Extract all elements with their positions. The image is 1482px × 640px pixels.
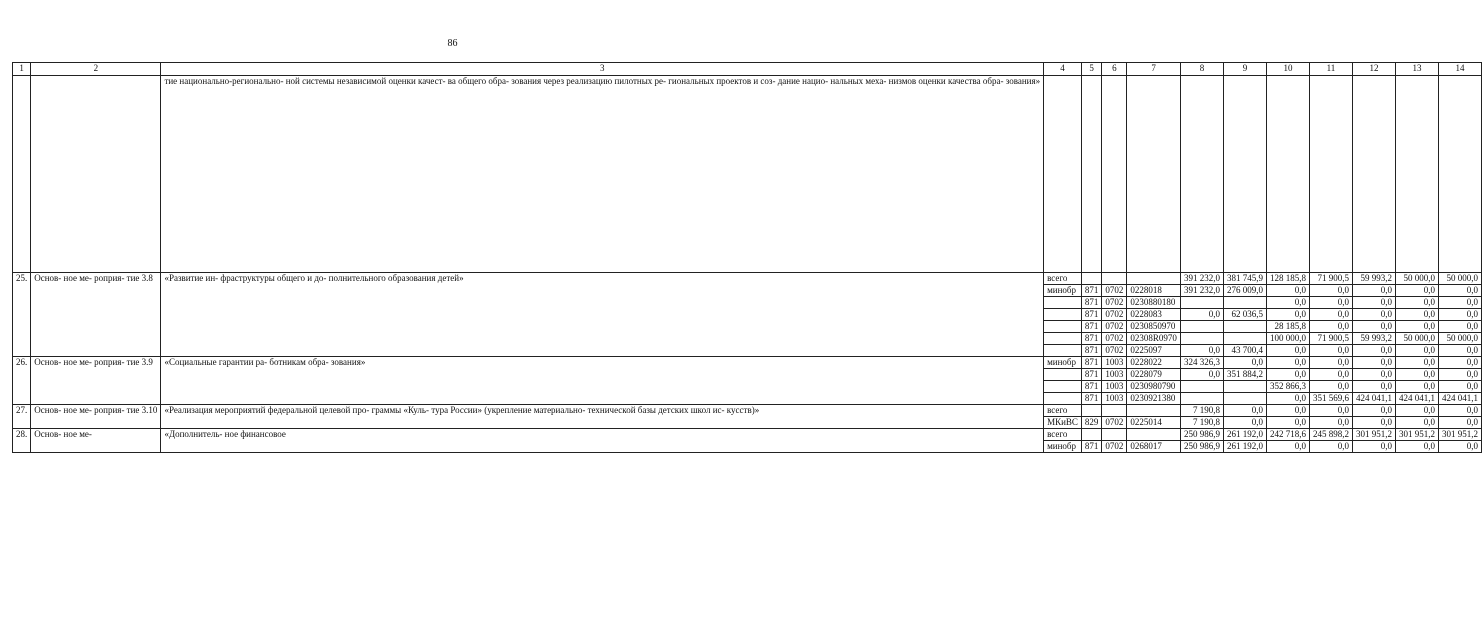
cell-c11: 71 900,5	[1309, 333, 1352, 345]
cell-c14: 0,0	[1438, 321, 1481, 333]
cell-c9: 62 036,5	[1223, 309, 1266, 321]
cell-c6: 1003	[1102, 393, 1127, 405]
cell-c6: 1003	[1102, 369, 1127, 381]
continuation-row	[13, 76, 1482, 273]
cell-c9	[1223, 393, 1266, 405]
cell-c7: 0268017	[1127, 441, 1181, 453]
cell-c10: 128 185,8	[1266, 273, 1309, 285]
cell-c14: 50 000,0	[1438, 273, 1481, 285]
cell-c12: 0,0	[1352, 285, 1395, 297]
cell-c7: 0230980790	[1127, 381, 1181, 393]
cell-c8: 0,0	[1180, 345, 1223, 357]
cell-c10: 0,0	[1266, 393, 1309, 405]
cell-c6	[1102, 273, 1127, 285]
cell-c5: 871	[1081, 309, 1102, 321]
cell-c10: 0,0	[1266, 417, 1309, 429]
cell-c8: 324 326,3	[1180, 357, 1223, 369]
cell-c7: 02308R0970	[1127, 333, 1181, 345]
cell-c12: 0,0	[1352, 345, 1395, 357]
cell-c13: 301 951,2	[1395, 429, 1438, 441]
continued-description: тие национально-регионально- ной системы независимой оценки качест- ва общего обра- зования через реализацию пилотных ре- гиональных проектов и соз- дание нацио- нальных меха- низмов оценки качества обра- зования»	[161, 76, 1044, 273]
cell-c12: 424 041,1	[1352, 393, 1395, 405]
cell-c5: 871	[1081, 381, 1102, 393]
executor	[1044, 345, 1082, 357]
cell-c9	[1223, 297, 1266, 309]
cell-c14: 301 951,2	[1438, 429, 1481, 441]
cell-col-10	[1266, 76, 1309, 273]
cell-c11: 0,0	[1309, 357, 1352, 369]
cell-c12: 301 951,2	[1352, 429, 1395, 441]
cell-c6: 0702	[1102, 321, 1127, 333]
cell-c5: 829	[1081, 417, 1102, 429]
executor	[1044, 309, 1082, 321]
cell-c5	[1081, 273, 1102, 285]
cell-c14: 50 000,0	[1438, 333, 1481, 345]
cell-c10: 0,0	[1266, 309, 1309, 321]
cell-c13: 0,0	[1395, 309, 1438, 321]
table-row	[13, 357, 1482, 369]
column-number-header: 1	[13, 63, 31, 76]
cell-c11: 351 569,6	[1309, 393, 1352, 405]
executor	[1044, 297, 1082, 309]
cell-c5: 871	[1081, 345, 1102, 357]
cell-c14: 0,0	[1438, 297, 1481, 309]
cell-c9	[1223, 381, 1266, 393]
cell-c12: 0,0	[1352, 321, 1395, 333]
cell-c8: 250 986,9	[1180, 441, 1223, 453]
cell-c5: 871	[1081, 393, 1102, 405]
cell-c7: 0228083	[1127, 309, 1181, 321]
cell-c11: 0,0	[1309, 297, 1352, 309]
column-number-header: 14	[1438, 63, 1481, 76]
column-number-header: 5	[1081, 63, 1102, 76]
cell-c14: 0,0	[1438, 381, 1481, 393]
column-number-header: 4	[1044, 63, 1082, 76]
cell-col-11	[1309, 76, 1352, 273]
cell-c9: 0,0	[1223, 405, 1266, 417]
executor: минобр	[1044, 285, 1082, 297]
cell-c5: 871	[1081, 285, 1102, 297]
cell-c10: 0,0	[1266, 357, 1309, 369]
cell-c7: 0228079	[1127, 369, 1181, 381]
executor	[1044, 333, 1082, 345]
cell-c11: 0,0	[1309, 369, 1352, 381]
cell-c8	[1180, 321, 1223, 333]
cell-c11: 0,0	[1309, 441, 1352, 453]
cell-c10: 0,0	[1266, 297, 1309, 309]
table-body	[13, 76, 1482, 453]
cell-c6: 0702	[1102, 333, 1127, 345]
cell-c13: 50 000,0	[1395, 273, 1438, 285]
cell-c9: 381 745,9	[1223, 273, 1266, 285]
table-row	[13, 273, 1482, 285]
activity-name: «Реализация мероприятий федеральной целевой про- граммы «Куль- тура России» (укрепление материально- технической базы детских школ ис- кусств)»	[161, 405, 1044, 429]
cell-c8	[1180, 333, 1223, 345]
cell-col-14	[1438, 76, 1481, 273]
cell-c5: 871	[1081, 321, 1102, 333]
column-number-header: 6	[1102, 63, 1127, 76]
cell-c13: 0,0	[1395, 417, 1438, 429]
cell-c6	[1102, 405, 1127, 417]
cell-c10: 242 718,6	[1266, 429, 1309, 441]
row-number: 27.	[13, 405, 31, 429]
cell-c14: 0,0	[1438, 405, 1481, 417]
activity-type: Основ- ное ме- роприя- тие 3.8	[31, 273, 161, 357]
cell-c7	[1127, 405, 1181, 417]
cell-c9: 43 700,4	[1223, 345, 1266, 357]
cell-c8: 0,0	[1180, 309, 1223, 321]
cell-c11: 0,0	[1309, 405, 1352, 417]
cell-c8: 7 190,8	[1180, 405, 1223, 417]
cell-col-8	[1180, 76, 1223, 273]
column-number-header: 13	[1395, 63, 1438, 76]
cell-c8: 7 190,8	[1180, 417, 1223, 429]
cell-c7	[1127, 429, 1181, 441]
cell-col-6	[1102, 76, 1127, 273]
executor	[1044, 381, 1082, 393]
row-number: 26.	[13, 357, 31, 405]
executor: всего	[1044, 429, 1082, 441]
cell-c10: 0,0	[1266, 405, 1309, 417]
activity-name: «Развитие ин- фраструктуры общего и до- полнительного образования детей»	[161, 273, 1044, 357]
row-number: 28.	[13, 429, 31, 453]
cell-c12: 59 993,2	[1352, 273, 1395, 285]
cell-c12: 0,0	[1352, 297, 1395, 309]
cell-c6: 1003	[1102, 357, 1127, 369]
cell-c7: 0230880180	[1127, 297, 1181, 309]
cell-c11: 0,0	[1309, 285, 1352, 297]
cell-c5	[1081, 405, 1102, 417]
cell-c5	[1081, 429, 1102, 441]
activity-type: Основ- ное ме-	[31, 429, 161, 453]
cell-c11: 0,0	[1309, 321, 1352, 333]
executor: МКиВС	[1044, 417, 1082, 429]
cell-c6: 0702	[1102, 345, 1127, 357]
cell-c8	[1180, 393, 1223, 405]
cell-c12: 0,0	[1352, 381, 1395, 393]
column-number-header: 2	[31, 63, 161, 76]
activity-name: «Дополнитель- ное финансовое	[161, 429, 1044, 453]
cell-c13: 0,0	[1395, 357, 1438, 369]
cell-c11: 0,0	[1309, 345, 1352, 357]
cell-c8: 250 986,9	[1180, 429, 1223, 441]
cell-c6: 0702	[1102, 441, 1127, 453]
cell-c5: 871	[1081, 297, 1102, 309]
cell-c6: 0702	[1102, 297, 1127, 309]
cell-c6	[1102, 429, 1127, 441]
cell-c14: 0,0	[1438, 357, 1481, 369]
cell-c6: 0702	[1102, 285, 1127, 297]
cell-c10: 28 185,8	[1266, 321, 1309, 333]
cell-c8: 391 232,0	[1180, 273, 1223, 285]
cell-c14: 424 041,1	[1438, 393, 1481, 405]
cell-c5: 871	[1081, 333, 1102, 345]
cell-c11: 245 898,2	[1309, 429, 1352, 441]
cell-c13: 0,0	[1395, 369, 1438, 381]
cell-c12: 0,0	[1352, 357, 1395, 369]
column-number-header: 8	[1180, 63, 1223, 76]
cell-c9: 0,0	[1223, 357, 1266, 369]
column-number-header: 9	[1223, 63, 1266, 76]
cell-c9: 261 192,0	[1223, 429, 1266, 441]
cell-col-12	[1352, 76, 1395, 273]
cell-c7	[1127, 273, 1181, 285]
executor: всего	[1044, 273, 1082, 285]
executor: минобр	[1044, 441, 1082, 453]
cell-c8	[1180, 381, 1223, 393]
cell-col-1	[13, 76, 31, 273]
cell-c9: 351 884,2	[1223, 369, 1266, 381]
column-number-header: 3	[161, 63, 1044, 76]
cell-col-5	[1081, 76, 1102, 273]
cell-c6: 0702	[1102, 309, 1127, 321]
cell-c13: 0,0	[1395, 297, 1438, 309]
cell-c14: 0,0	[1438, 345, 1481, 357]
cell-c10: 0,0	[1266, 285, 1309, 297]
column-number-header: 12	[1352, 63, 1395, 76]
cell-c10: 0,0	[1266, 345, 1309, 357]
cell-c9	[1223, 333, 1266, 345]
cell-col-13	[1395, 76, 1438, 273]
cell-c12: 0,0	[1352, 309, 1395, 321]
cell-c11: 0,0	[1309, 417, 1352, 429]
cell-c7: 0225097	[1127, 345, 1181, 357]
cell-c13: 0,0	[1395, 441, 1438, 453]
cell-c8: 0,0	[1180, 369, 1223, 381]
cell-c11: 71 900,5	[1309, 273, 1352, 285]
activity-type: Основ- ное ме- роприя- тие 3.9	[31, 357, 161, 405]
cell-c6: 0702	[1102, 417, 1127, 429]
column-number-header: 10	[1266, 63, 1309, 76]
cell-c13: 424 041,1	[1395, 393, 1438, 405]
cell-c8: 391 232,0	[1180, 285, 1223, 297]
cell-c9: 0,0	[1223, 417, 1266, 429]
column-numbers-header	[13, 63, 1482, 76]
executor: всего	[1044, 405, 1082, 417]
cell-c13: 0,0	[1395, 405, 1438, 417]
cell-c14: 0,0	[1438, 369, 1481, 381]
cell-c10: 100 000,0	[1266, 333, 1309, 345]
cell-c9: 276 009,0	[1223, 285, 1266, 297]
cell-col-4	[1044, 76, 1082, 273]
executor	[1044, 393, 1082, 405]
cell-c14: 0,0	[1438, 417, 1481, 429]
cell-c13: 0,0	[1395, 285, 1438, 297]
cell-c5: 871	[1081, 441, 1102, 453]
activity-type: Основ- ное ме- роприя- тие 3.10	[31, 405, 161, 429]
cell-c7: 0230850970	[1127, 321, 1181, 333]
cell-c5: 871	[1081, 357, 1102, 369]
activity-name: «Социальные гарантии ра- ботникам обра- зования»	[161, 357, 1044, 405]
row-number: 25.	[13, 273, 31, 357]
page-number: 86	[447, 38, 458, 49]
cell-c7: 0228018	[1127, 285, 1181, 297]
cell-c9	[1223, 321, 1266, 333]
cell-c13: 0,0	[1395, 321, 1438, 333]
cell-c9: 261 192,0	[1223, 441, 1266, 453]
table-row	[13, 405, 1482, 417]
header-row	[13, 63, 1482, 76]
cell-c7: 0225014	[1127, 417, 1181, 429]
cell-c10: 0,0	[1266, 369, 1309, 381]
cell-c12: 59 993,2	[1352, 333, 1395, 345]
cell-col-7	[1127, 76, 1181, 273]
executor	[1044, 369, 1082, 381]
cell-col-9	[1223, 76, 1266, 273]
cell-c10: 352 866,3	[1266, 381, 1309, 393]
cell-c8	[1180, 297, 1223, 309]
cell-c11: 0,0	[1309, 381, 1352, 393]
cell-c12: 0,0	[1352, 405, 1395, 417]
budget-table	[12, 62, 1482, 453]
cell-c6: 1003	[1102, 381, 1127, 393]
cell-c13: 0,0	[1395, 381, 1438, 393]
cell-c12: 0,0	[1352, 417, 1395, 429]
column-number-header: 11	[1309, 63, 1352, 76]
cell-c13: 0,0	[1395, 345, 1438, 357]
executor: минобр	[1044, 357, 1082, 369]
table-row	[13, 429, 1482, 441]
cell-c13: 50 000,0	[1395, 333, 1438, 345]
cell-c7: 0228022	[1127, 357, 1181, 369]
executor	[1044, 321, 1082, 333]
cell-c5: 871	[1081, 369, 1102, 381]
cell-col-2	[31, 76, 161, 273]
cell-c11: 0,0	[1309, 309, 1352, 321]
cell-c14: 0,0	[1438, 441, 1481, 453]
cell-c7: 0230921380	[1127, 393, 1181, 405]
cell-c10: 0,0	[1266, 441, 1309, 453]
cell-c14: 0,0	[1438, 285, 1481, 297]
cell-c12: 0,0	[1352, 441, 1395, 453]
column-number-header: 7	[1127, 63, 1181, 76]
cell-c12: 0,0	[1352, 369, 1395, 381]
cell-c14: 0,0	[1438, 309, 1481, 321]
